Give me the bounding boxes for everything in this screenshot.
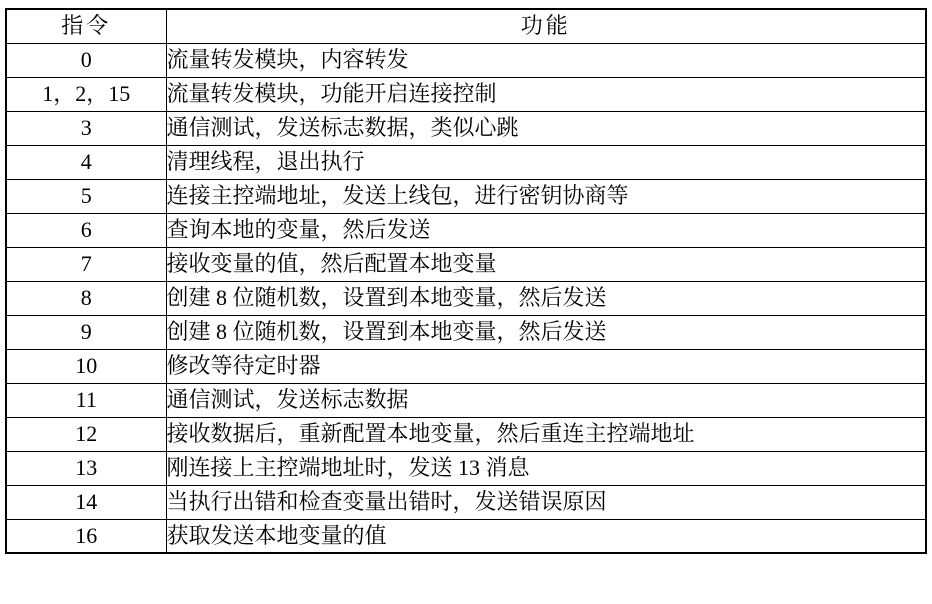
table-row: [6, 519, 926, 553]
table-row: [6, 349, 926, 383]
function-cell: 当执行出错和检查变量出错时，发送错误原因: [166, 485, 926, 519]
instruction-cell: 12: [6, 417, 166, 451]
column-header-function: 功能: [166, 9, 926, 43]
instruction-cell: 1，2，15: [6, 77, 166, 111]
header-row: [6, 9, 926, 43]
table-row: [6, 213, 926, 247]
function-cell: 刚连接上主控端地址时，发送 13 消息: [166, 451, 926, 485]
function-cell: 流量转发模块，功能开启连接控制: [166, 77, 926, 111]
function-cell: 修改等待定时器: [166, 349, 926, 383]
instruction-cell: 4: [6, 145, 166, 179]
instruction-cell: 7: [6, 247, 166, 281]
function-cell: 创建 8 位随机数，设置到本地变量，然后发送: [166, 281, 926, 315]
table-row: [6, 77, 926, 111]
function-cell: 获取发送本地变量的值: [166, 519, 926, 553]
table-row: [6, 383, 926, 417]
function-cell: 连接主控端地址，发送上线包，进行密钥协商等: [166, 179, 926, 213]
table-row: [6, 281, 926, 315]
table-row: [6, 485, 926, 519]
function-cell: 查询本地的变量，然后发送: [166, 213, 926, 247]
instruction-cell: 5: [6, 179, 166, 213]
instruction-cell: 13: [6, 451, 166, 485]
function-cell: 通信测试，发送标志数据，类似心跳: [166, 111, 926, 145]
instruction-cell: 10: [6, 349, 166, 383]
function-cell: 接收数据后，重新配置本地变量，然后重连主控端地址: [166, 417, 926, 451]
instruction-cell: 8: [6, 281, 166, 315]
instruction-cell: 9: [6, 315, 166, 349]
instruction-cell: 3: [6, 111, 166, 145]
instruction-cell: 11: [6, 383, 166, 417]
instruction-cell: 14: [6, 485, 166, 519]
instruction-cell: 0: [6, 43, 166, 77]
table-row: [6, 111, 926, 145]
table-row: [6, 43, 926, 77]
table-row: [6, 315, 926, 349]
table-row: [6, 145, 926, 179]
table-row: [6, 179, 926, 213]
instruction-cell: 6: [6, 213, 166, 247]
function-cell: 清理线程，退出执行: [166, 145, 926, 179]
table-row: [6, 247, 926, 281]
function-cell: 通信测试，发送标志数据: [166, 383, 926, 417]
function-cell: 流量转发模块，内容转发: [166, 43, 926, 77]
function-cell: 接收变量的值，然后配置本地变量: [166, 247, 926, 281]
table-row: [6, 451, 926, 485]
instruction-function-table: [5, 8, 927, 554]
table-row: [6, 417, 926, 451]
table-body: [6, 43, 926, 553]
instruction-cell: 16: [6, 519, 166, 553]
column-header-instruction: 指令: [6, 9, 166, 43]
function-cell: 创建 8 位随机数，设置到本地变量，然后发送: [166, 315, 926, 349]
